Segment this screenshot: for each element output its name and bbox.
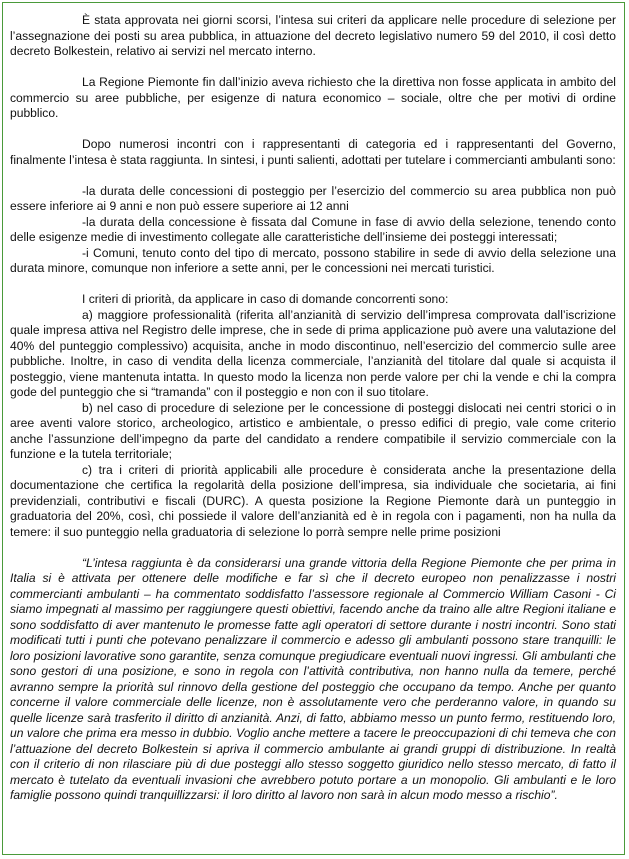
- paragraph-intesa: Dopo numerosi incontri con i rappresentanti di categoria ed i rappresentanti del Governo, finalmente l’intesa è stata raggiunta. In sintesi, i punti salienti, adottati per tutelare i commercianti ambulanti sono:: [10, 137, 616, 167]
- criterion-b: b) nel caso di procedure di selezione per le concessione di posteggi dislocati nei centri storici o in aree aventi valore storico, archeologico, artistico e ambientale, o presso edifici di pregio, vale come criterio anche l’assunzione dell’impegno da parte del candidato a rendere compatibile il servizio commerciale con la funzione e la tutela territoriale;: [10, 400, 616, 461]
- criterion-a: a) maggiore professionalità (riferita all’anzianità di servizio dell’impresa comprovata dall’iscrizione quale impresa attiva nel Registro delle imprese, che in sede di prima applicazione può avere una valutazione del 40% del punteggio complessivo) acquisita, anche in modo discontinuo, nell’esercizio del commercio sulle aree pubbliche. Inoltre, in caso di vendita della licenza commerciale, l’anzianità del titolare dal quale si acquista il posteggio, viene mantenuta intatta. In questo modo la licenza non perde valore per chi la vende e chi la compra gode del punteggio che si “tramanda” con il posteggio e non con il suo titolare.: [10, 307, 616, 399]
- criterion-c: c) tra i criteri di priorità applicabili alle procedure è considerata anche la presentazione della documentazione che certifica la regolarità della posizione dell’impresa, sia individuale che societaria, ai fini previdenziali, contributivi e fiscali (DURC). A questa posizione la Regione Piemonte darà un punteggio in graduatoria del 20%, così, chi possiede il valore dell’anzianità ed è in regola con i pagamenti, non ha nulla da temere: il suo punteggio nella graduatoria di selezione lo porrà sempre nelle prime posizioni: [10, 462, 616, 539]
- list-item-comuni: -i Comuni, tenuto conto del tipo di mercato, possono stabilire in sede di avvio della selezione una durata minore, comunque non inferiore a sette anni, per le concessioni nei mercati turistici.: [10, 245, 616, 275]
- quote-casoni: “L’intesa raggiunta è da considerarsi una grande vittoria della Regione Piemonte che per prima in Italia si è attivata per ottenere delle modifiche e far sì che il decreto europeo non penalizzasse i nostri commercianti ambulanti – ha commentato soddisfatto l’assessore regionale al Commercio William Casoni - Ci siamo impegnati al massimo per raggiungere questi obiettivi, facendo anche da traino alle altre Regioni italiane e sono soddisfatto di aver mantenuto le promesse fatte agli operatori di settore durante i nostri incontri. Sono stati modificati tutti i punti che potevano penalizzare il commercio e adesso gli ambulanti possono stare tranquilli: le loro posizioni lavorative sono garantite, senza comunque pregiudicare eventuali nuovi ingressi. Gli ambulanti che sono gestori di una posizione, e sono in regola con l’attività contributiva, non hanno nulla da temere, perché avranno sempre la priorità sul rinnovo della gestione del posteggio che occupano da tempo. Anche per quanto concerne il valore commerciale delle licenze, non è assolutamente vero che perderanno valore, in quando su quelle licenze sarà trasferito il diritto di anzianità. Anzi, di fatto, abbiamo messo un punto fermo, restituendo loro, un valore che prima era messo in dubbio. Voglio anche mettere a tacere le preoccupazioni di chi temeva che con l’attuazione del decreto Bolkestein si apriva il commercio ambulante ai grandi gruppi di distribuzione. In realtà con il criterio di non rilasciare più di due posteggi allo stesso soggetto giuridico nello stesso mercato, di fatto il mercato è tutelato da eventuali invasioni che avrebbero potuto portare a un monopolio. Gli ambulanti e le loro famiglie possono quindi tranquillizzarsi: il loro diritto al lavoro non sarà in alcun modo messo a rischio”.: [10, 555, 616, 802]
- paragraph-intro: È stata approvata nei giorni scorsi, l’intesa sui criteri da applicare nelle procedure di selezione per l’assegnazione dei posti su area pubblica, in attuazione del decreto legislativo numero 59 del 2010, il così detto decreto Bolkestein, relativo ai servizi nel mercato interno.: [10, 13, 616, 58]
- paragraph-regione: La Regione Piemonte fin dall’inizio aveva richiesto che la direttiva non fosse applicata in ambito del commercio su aree pubbliche, per esigenze di natura economico – sociale, oltre che per motivi di ordine pubblico.: [10, 75, 616, 120]
- list-item-durata: -la durata delle concessioni di posteggio per l’esercizio del commercio su area pubblica non può essere inferiore ai 9 anni e non può essere superiore ai 12 anni: [10, 183, 616, 213]
- document-frame: [2, 2, 625, 855]
- paragraph-criteri: I criteri di priorità, da applicare in caso di domande concorrenti sono:: [82, 292, 449, 306]
- article-body: [10, 13, 616, 804]
- list-item-concessione: -la durata della concessione è fissata dal Comune in fase di avvio della selezione, tenendo conto delle esigenze medie di investimento collegate alle caratteristiche dell’insieme dei posteggi interessati;: [10, 214, 616, 244]
